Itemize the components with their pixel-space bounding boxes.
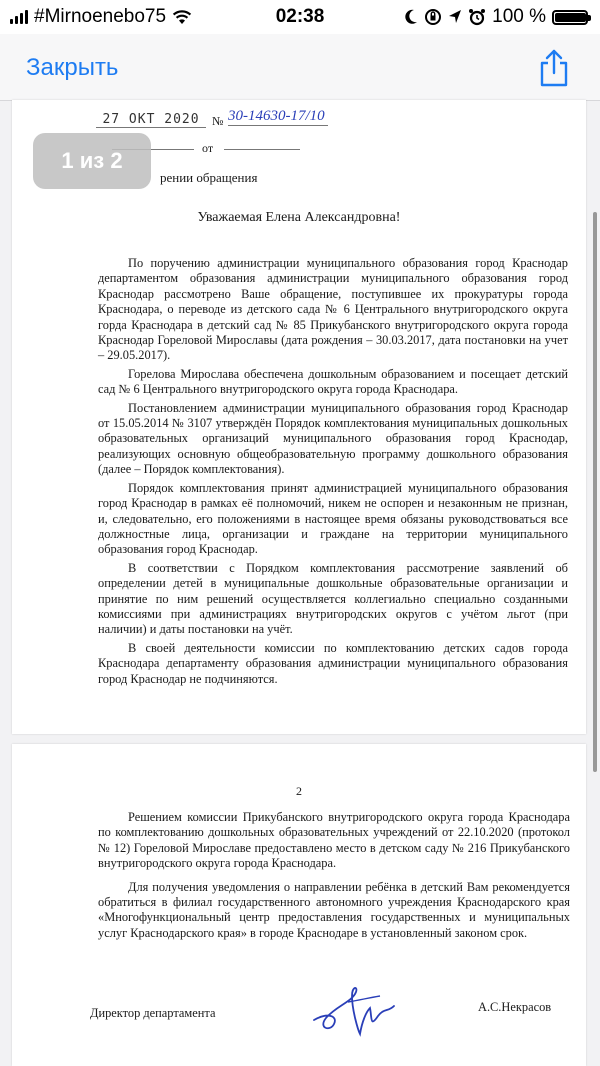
page-number: 2 (296, 784, 302, 798)
status-right (404, 6, 588, 28)
scrollbar[interactable] (593, 212, 597, 772)
close-button[interactable]: Закрыть (26, 54, 119, 81)
share-icon[interactable] (536, 48, 572, 88)
paragraph: Для получения уведомления о направлении ребёнка в детский Вам рекомендуется обратиться в филиал государственного автономного учреждения Краснодарского края «Многофункциональный центр предоставления государственных и муниципальных услуг Краснодарского края» в городе Краснодаре в установленный законом срок. (98, 879, 570, 940)
alarm-icon (468, 8, 486, 26)
paragraph: Горелова Мирослава обеспечена дошкольным образованием и посещает детский сад № 6 Центрального внутригородского округа города Краснодара. (98, 366, 568, 397)
registration-date: 27 ОКТ 2020 (96, 112, 206, 128)
document-page-2[interactable] (12, 744, 586, 1066)
battery-icon (552, 10, 588, 25)
navigation-bar (0, 34, 600, 101)
moon-icon (404, 9, 418, 25)
from-label: от (202, 141, 214, 155)
paragraph: В своей деятельности комиссии по комплектованию детских садов города Краснодара департаменту образования администрации муниципального образования город Краснодар не подчиняются. (98, 640, 568, 686)
document-page-1[interactable] (12, 100, 586, 734)
battery-percent: 100 % (492, 6, 546, 27)
signature (308, 972, 398, 1042)
paragraph: Решением комиссии Прикубанского внутригородского округа города Краснодара по комплектованию дошкольных образовательных учреждений от 22.10.2020 (протокол № 12) Гореловой Мирославе предоставлено место в детском саду № 216 Прикубанского внутригородского округа города Краснодара. (98, 810, 570, 871)
paragraph: В соответствии с Порядком комплектования рассмотрение заявлений об определении детей в муниципальные дошкольные образовательные организации и принятие по ним решений осуществляется коллегиально специально созданными комиссиями при администрациях внутригородских округов с учётом льгот (при наличии) и даты постановки на учёт. (98, 560, 568, 637)
location-icon (448, 9, 462, 25)
status-bar (0, 0, 600, 34)
signer-title: Директор департамента (90, 1006, 216, 1020)
paragraph: Порядок комплектования принят администрацией муниципального образования город Краснодар в рамках её полномочий, никем не оспорен и незаконным не признан, и, следовательно, его положениями в настоящее время обязаны руководствоваться все должностные лица, организации и граждане на территории муниципального образования город Краснодар. (98, 480, 568, 557)
signer-name: А.С.Некрасов (478, 1000, 552, 1014)
status-time: 02:38 (275, 6, 325, 27)
blank-line (224, 148, 300, 150)
page-counter: 1 из 2 (33, 133, 151, 189)
orientation-lock-icon (424, 8, 442, 26)
letter-body (98, 810, 570, 949)
letter-subject: рении обращения (160, 170, 258, 185)
carrier-name: #Mirnoenebo75 (34, 6, 167, 27)
registration-number: 30-14630-17/10 (228, 108, 328, 126)
paragraph: Постановлением администрации муниципального образования город Краснодар от 15.05.2014 № 3107 утверждён Порядок комплектования муниципальных дошкольных образовательных организаций муниципального образования город Краснодар, реализующих основную общеобразовательную программу дошкольного образования (далее – Порядок комплектования). (98, 400, 568, 477)
paragraph: По поручению администрации муниципального образования город Краснодар департаментом образования администрации муниципального образования город Краснодар рассмотрено Ваше обращение, поступившее их прокуратуры города Краснодара, о переводе из детского сада № 6 Центрального внутригородского округа горда Краснодара в детский сад № 85 Прикубанского внутригородского округа города Краснодар Гореловой Мирославы (дата рождения – 30.03.2017, дата постановки на учет – 29.05.2017). (98, 256, 568, 363)
letter-greeting: Уважаемая Елена Александровна! (197, 210, 401, 225)
letter-body (98, 256, 568, 690)
registration-number-label: № (212, 114, 224, 128)
battery-fill (555, 13, 586, 22)
